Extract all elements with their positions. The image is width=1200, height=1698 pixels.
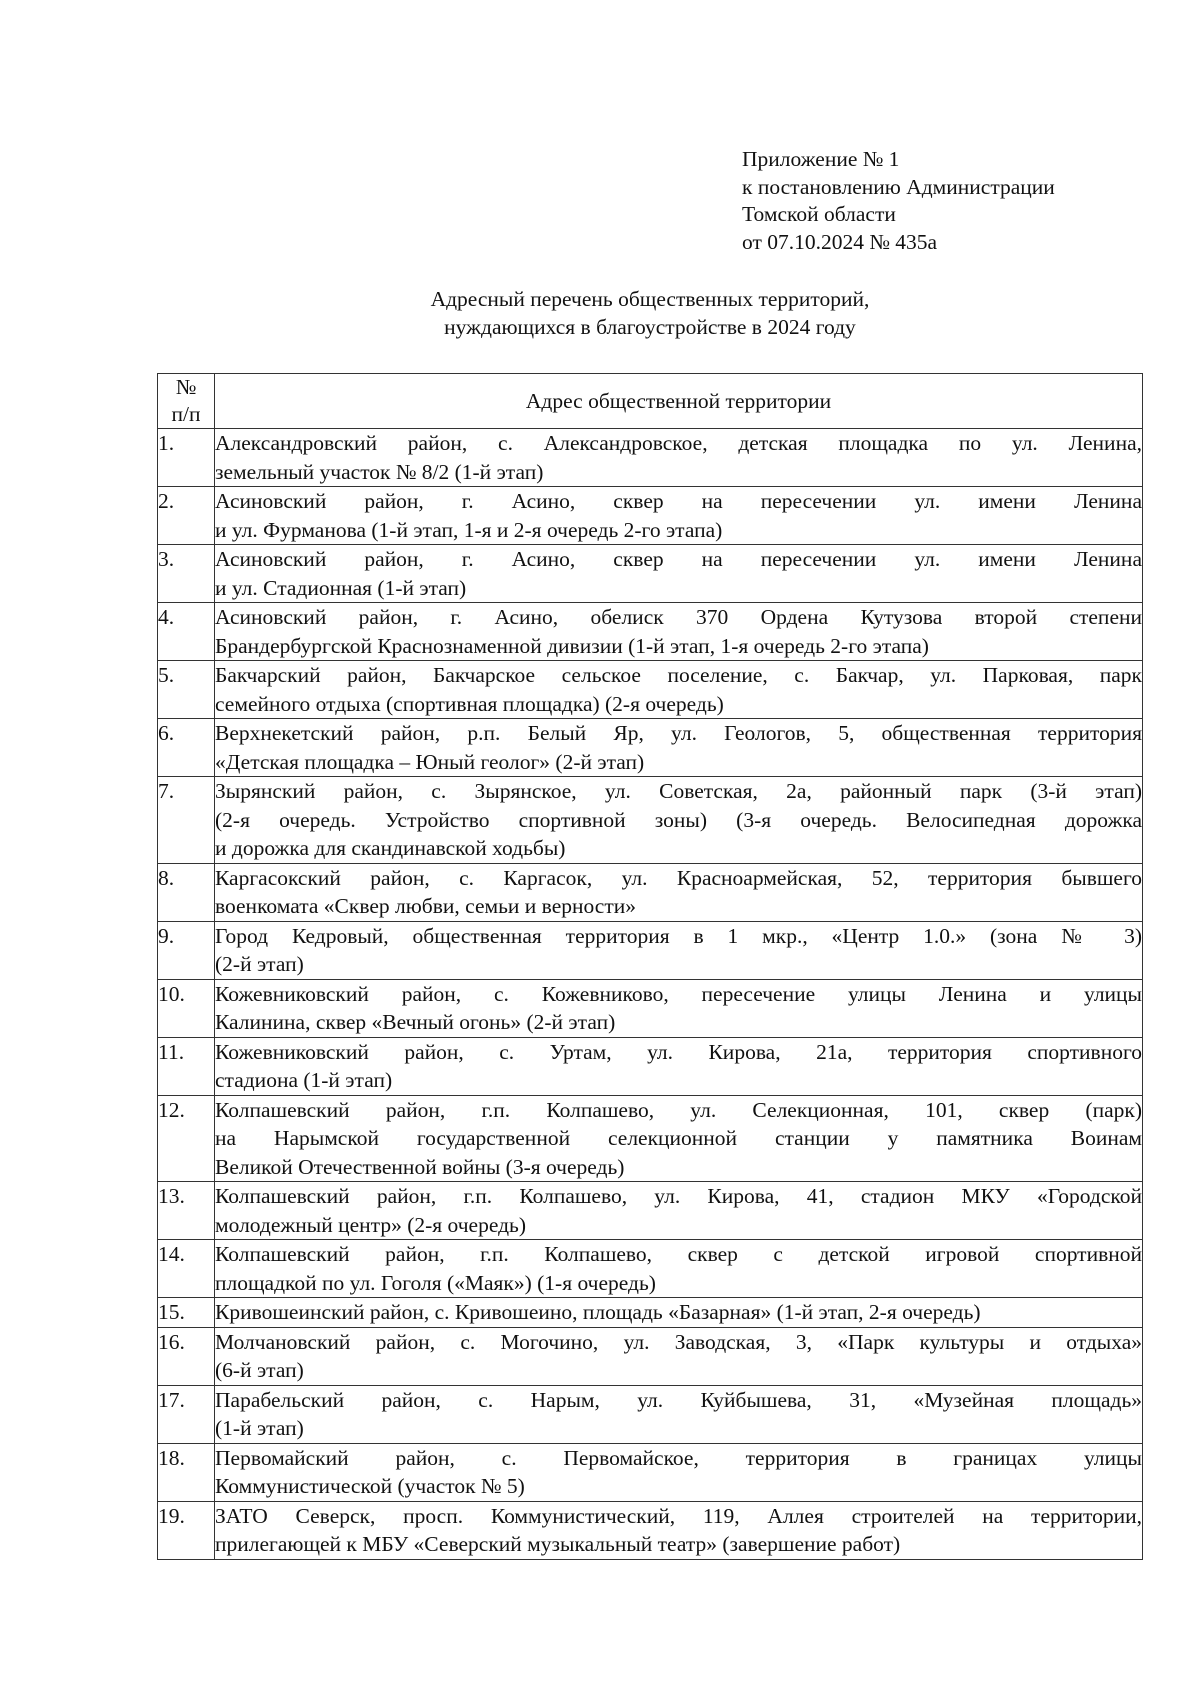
table-row — [158, 487, 1143, 545]
table-row — [158, 1298, 1143, 1328]
table-body — [158, 429, 1143, 1560]
address-line: и ул. Фурманова (1-й этап, 1-я и 2-я очередь 2-го этапа) — [215, 517, 723, 542]
address-line: Кожевниковский район, с. Уртам, ул. Кирова, 21а, территория спортивного — [215, 1039, 1142, 1064]
address-line: Асиновский район, г. Асино, сквер на пересечении ул. имени Ленина — [215, 489, 1142, 513]
address-line: Каргасокский район, с. Каргасок, ул. Красноармейская, 52, территория бывшего — [215, 865, 1142, 890]
row-number: 1. — [158, 429, 215, 487]
row-address — [215, 487, 1143, 545]
address-line: Колпашевский район, г.п. Колпашево, ул. Селекционная, 101, сквер (парк) — [215, 1097, 1142, 1122]
table-row — [158, 921, 1143, 979]
address-line: Первомайский район, с. Первомайское, территория в границах улицы — [215, 1445, 1142, 1470]
table-row — [158, 661, 1143, 719]
address-line: Кривошеинский район, с. Кривошеино, площадь «Базарная» (1-й этап, 2-я очередь) — [215, 1300, 981, 1324]
table-row — [158, 719, 1143, 777]
row-address — [215, 777, 1143, 864]
row-address — [215, 719, 1143, 777]
row-address — [215, 1385, 1143, 1443]
table-row — [158, 603, 1143, 661]
row-number: 2. — [158, 487, 215, 545]
address-line: Город Кедровый, общественная территория в 1 мкр., «Центр 1.0.» (зона № 3) — [215, 923, 1142, 948]
title-line-1: Адресный перечень общественных территорий, — [430, 287, 870, 311]
row-address — [215, 603, 1143, 661]
address-line: Бакчарский район, Бакчарское сельское поселение, с. Бакчар, ул. Парковая, парк — [215, 663, 1142, 687]
row-number: 6. — [158, 719, 215, 777]
address-line: Великой Отечественной войны (3-я очередь) — [215, 1154, 625, 1179]
row-address — [215, 1327, 1143, 1385]
table-row — [158, 1385, 1143, 1443]
row-number: 4. — [158, 603, 215, 661]
title-line-2: нуждающихся в благоустройстве в 2024 году — [444, 314, 856, 339]
row-address — [215, 1240, 1143, 1298]
row-number: 3. — [158, 545, 215, 603]
table-row — [158, 863, 1143, 921]
row-number: 17. — [158, 1385, 215, 1443]
address-line: Калинина, сквер «Вечный огонь» (2-й этап) — [215, 1010, 616, 1034]
row-number: 10. — [158, 979, 215, 1037]
address-line: и дорожка для скандинавской ходьбы) — [215, 836, 566, 860]
appendix-reference: к постановлению Администрации — [742, 174, 1055, 199]
table-row — [158, 1037, 1143, 1095]
row-number: 9. — [158, 921, 215, 979]
address-line: Зырянский район, с. Зырянское, ул. Советская, 2а, районный парк (3-й этап) — [215, 779, 1142, 803]
table-row — [158, 1240, 1143, 1298]
row-number: 19. — [158, 1501, 215, 1559]
row-address — [215, 863, 1143, 921]
row-address — [215, 429, 1143, 487]
table-header-row — [158, 374, 1143, 429]
address-line: на Нарымской государственной селекционной станции у памятника Воинам — [215, 1126, 1142, 1150]
address-line: Колпашевский район, г.п. Колпашево, ул. Кирова, 41, стадион МКУ «Городской — [215, 1184, 1142, 1208]
row-address — [215, 545, 1143, 603]
address-line: Асиновский район, г. Асино, сквер на пересечении ул. имени Ленина — [215, 547, 1142, 571]
address-line: «Детская площадка – Юный геолог» (2-й этап) — [215, 749, 645, 774]
address-line: Александровский район, с. Александровское, детская площадка по ул. Ленина, — [215, 431, 1142, 455]
row-number: 7. — [158, 777, 215, 864]
table-row — [158, 777, 1143, 864]
row-address — [215, 1182, 1143, 1240]
row-number: 16. — [158, 1327, 215, 1385]
row-address — [215, 1443, 1143, 1501]
appendix-region: Томской области — [742, 202, 896, 226]
address-line: военкомата «Сквер любви, семьи и верности» — [215, 894, 636, 918]
table-row — [158, 1327, 1143, 1385]
document-title — [157, 286, 1143, 341]
header-number-abbrev: п/п — [171, 402, 201, 426]
row-number: 15. — [158, 1298, 215, 1328]
row-number: 8. — [158, 863, 215, 921]
address-line: Брандербургской Краснознаменной дивизии (1-й этап, 1-я очередь 2-го этапа) — [215, 633, 929, 658]
table-row — [158, 545, 1143, 603]
appendix-number: Приложение № 1 — [742, 147, 900, 171]
address-line: стадиона (1-й этап) — [215, 1068, 393, 1092]
address-line: (1-й этап) — [215, 1416, 304, 1440]
address-line: Кожевниковский район, с. Кожевниково, пересечение улицы Ленина и улицы — [215, 981, 1142, 1006]
table-row — [158, 1182, 1143, 1240]
table-row — [158, 1095, 1143, 1182]
address-line: земельный участок № 8/2 (1-й этап) — [215, 459, 544, 484]
address-line: Парабельский район, с. Нарым, ул. Куйбышева, 31, «Музейная площадь» — [215, 1387, 1142, 1412]
table-row — [158, 1443, 1143, 1501]
row-address — [215, 661, 1143, 719]
row-number: 11. — [158, 1037, 215, 1095]
address-line: Молчановский район, с. Могочино, ул. Заводская, 3, «Парк культуры и отдыха» — [215, 1329, 1142, 1354]
row-address — [215, 1037, 1143, 1095]
appendix-block — [742, 146, 1055, 256]
address-line: Верхнекетский район, р.п. Белый Яр, ул. Геологов, 5, общественная территория — [215, 721, 1142, 745]
table-row — [158, 979, 1143, 1037]
row-number: 13. — [158, 1182, 215, 1240]
address-line: (2-я очередь. Устройство спортивной зоны) (3-я очередь. Велосипедная дорожка — [215, 807, 1142, 832]
table-row — [158, 429, 1143, 487]
row-address — [215, 1095, 1143, 1182]
address-line: молодежный центр» (2-я очередь) — [215, 1212, 526, 1237]
row-address — [215, 1501, 1143, 1559]
address-line: (6-й этап) — [215, 1358, 304, 1382]
address-line: Асиновский район, г. Асино, обелиск 370 Ордена Кутузова второй степени — [215, 605, 1142, 629]
address-line: и ул. Стадионная (1-й этап) — [215, 575, 467, 600]
header-address: Адрес общественной территории — [215, 374, 1143, 429]
address-line: (2-й этап) — [215, 952, 304, 976]
appendix-date: от 07.10.2024 № 435а — [742, 229, 938, 254]
header-number — [158, 374, 215, 429]
row-number: 18. — [158, 1443, 215, 1501]
row-number: 14. — [158, 1240, 215, 1298]
table-row — [158, 1501, 1143, 1559]
row-number: 12. — [158, 1095, 215, 1182]
header-number-symbol: № — [175, 375, 197, 399]
address-line: прилегающей к МБУ «Северский музыкальный театр» (завершение работ) — [215, 1532, 901, 1556]
address-line: площадкой по ул. Гоголя («Маяк») (1-я очередь) — [215, 1270, 656, 1295]
address-line: Коммунистической (участок № 5) — [215, 1474, 525, 1498]
address-line: ЗАТО Северск, просп. Коммунистический, 119, Аллея строителей на территории, — [215, 1503, 1142, 1528]
row-address — [215, 1298, 1143, 1328]
address-line: семейного отдыха (спортивная площадка) (2-я очередь) — [215, 691, 724, 716]
row-address — [215, 979, 1143, 1037]
address-line: Колпашевский район, г.п. Колпашево, сквер с детской игровой спортивной — [215, 1242, 1142, 1266]
row-number: 5. — [158, 661, 215, 719]
row-address — [215, 921, 1143, 979]
territories-table — [157, 373, 1143, 1560]
